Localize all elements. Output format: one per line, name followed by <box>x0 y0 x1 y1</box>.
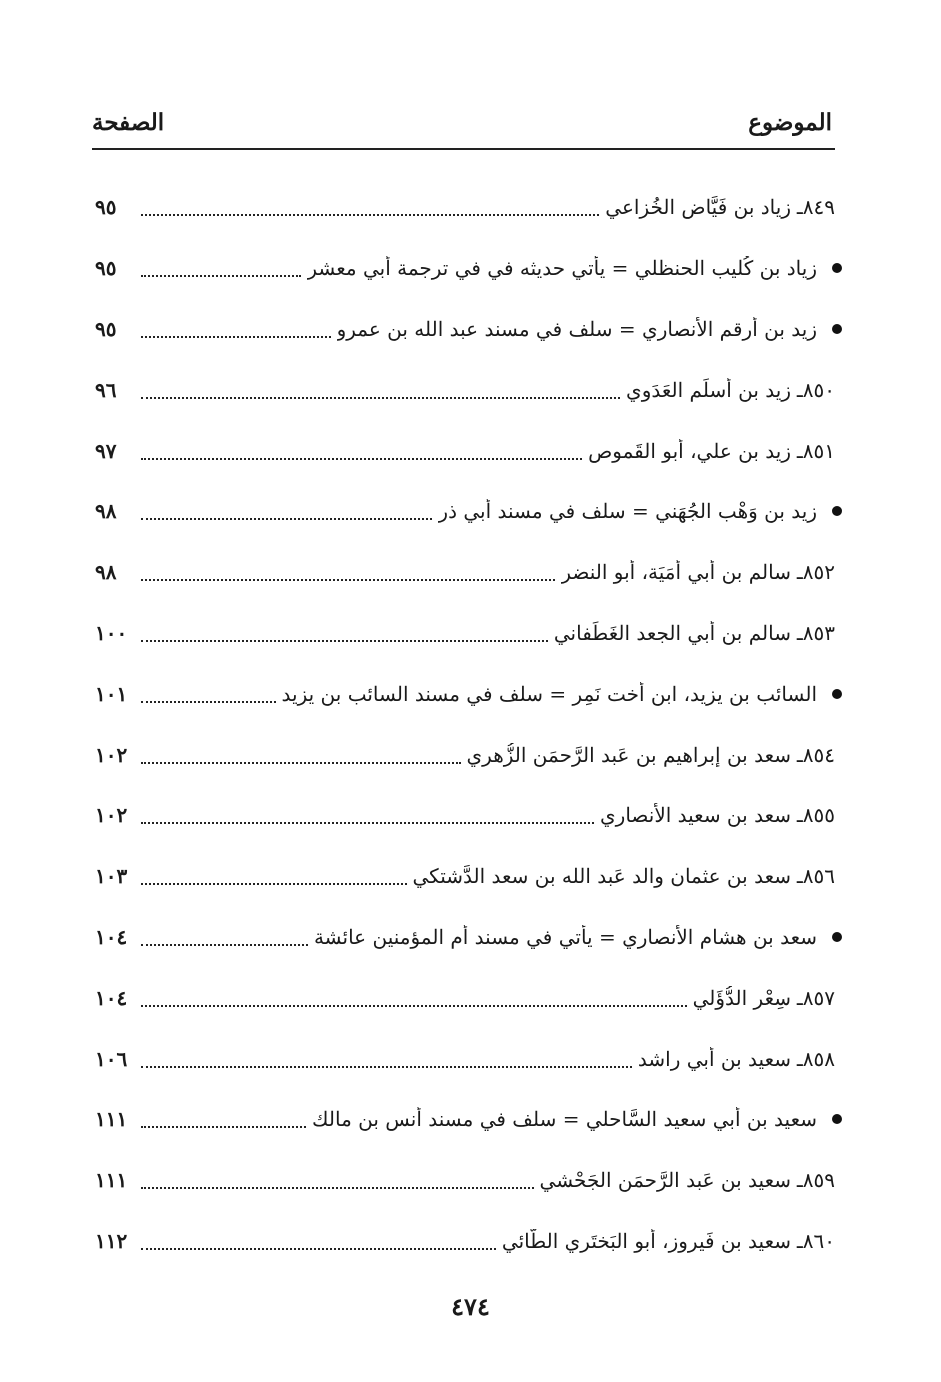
toc-entry <box>95 1089 835 1150</box>
entry-page: ٩٥ <box>95 256 117 281</box>
entry-title: سالم بن أَبي أُمَيَة، أبو النضر <box>561 560 791 585</box>
toc-entry <box>95 1211 835 1272</box>
entry-number: ٨٥٦ـ <box>796 864 835 889</box>
entry-page: ٩٨ <box>95 560 117 585</box>
entry-number: ٨٥٤ـ <box>796 742 835 767</box>
entry-page: ٩٥ <box>95 316 117 341</box>
header-rule <box>92 148 835 150</box>
dot-leader <box>141 208 599 216</box>
dot-leader <box>141 1120 306 1128</box>
dot-leader <box>141 1060 632 1068</box>
entry-title: زيد بن علي، أبو القَموص <box>588 438 791 463</box>
toc-entry <box>95 238 835 299</box>
entry-title: سعيد بن أَبي راشد <box>637 1046 791 1071</box>
dot-leader <box>141 938 308 946</box>
dot-leader <box>141 816 594 824</box>
entry-page: ١١١ <box>95 1107 128 1132</box>
dot-leader <box>141 695 276 703</box>
entry-page: ١٠٢ <box>95 803 128 828</box>
entry-title: زيد بن أَرقم الأَنصاري = سلف في مسند عبد الله بن عمرو <box>336 316 817 341</box>
entry-title: سالم بن أَبي الجعد الغَطَفاني <box>553 620 791 645</box>
dot-leader <box>141 756 461 764</box>
dot-leader <box>141 573 555 581</box>
dot-leader <box>141 999 687 1007</box>
page-header <box>92 96 832 136</box>
entry-number: ٨٥٩ـ <box>796 1168 835 1193</box>
toc-entry <box>95 420 835 481</box>
entry-page: ١١٢ <box>95 1228 128 1253</box>
toc-entry <box>95 967 835 1028</box>
entry-title: السائب بن يزيد، ابن أُخت نَمِر = سلف في مسند السائب بن يزيد <box>281 681 817 706</box>
toc-entry <box>95 299 835 360</box>
dot-leader <box>141 452 582 460</box>
dot-leader <box>141 269 301 277</box>
toc-entry <box>95 177 835 238</box>
toc-entry <box>95 603 835 664</box>
entry-title: زياد بن فَيَّاض الخُزاعي <box>605 195 791 220</box>
entry-number: ٨٥٣ـ <box>796 620 835 645</box>
dot-leader <box>141 1242 496 1250</box>
toc-entry <box>95 724 835 785</box>
entry-page: ١٠٦ <box>95 1046 128 1071</box>
entry-title: سعد بن إِبراهيم بن عَبد الرَّحمَن الزُّهري <box>466 742 791 767</box>
toc-entry <box>95 1028 835 1089</box>
bullet-icon <box>829 689 845 699</box>
entry-page: ٩٥ <box>95 195 117 220</box>
toc-entry <box>95 359 835 420</box>
dot-leader <box>141 512 432 520</box>
dot-leader <box>141 634 548 642</box>
entry-page: ١٠١ <box>95 681 128 706</box>
dot-leader <box>141 330 331 338</box>
table-of-contents <box>95 177 835 1271</box>
entry-title: سعيد بن عَبد الرَّحمَن الجَحْشي <box>539 1168 791 1193</box>
entry-page: ٩٨ <box>95 499 117 524</box>
toc-entry <box>95 542 835 603</box>
bullet-icon <box>829 506 845 516</box>
entry-title: سعد بن عثمان والد عَبد الله بن سعد الدَّشتكي <box>412 864 791 889</box>
entry-title: سعد بن هشام الأَنصاري = يأتي في مسند أم المؤمنين عائشة <box>313 924 817 949</box>
page-number: ٤٧٤ <box>451 1292 490 1321</box>
entry-number: ٨٦٠ـ <box>796 1228 835 1253</box>
entry-page: ٩٦ <box>95 377 117 402</box>
entry-number: ٨٥٠ـ <box>796 377 835 402</box>
page-heading: الصفحة <box>92 109 165 136</box>
entry-page: ١٠٢ <box>95 742 128 767</box>
toc-entry <box>95 663 835 724</box>
entry-number: ٨٤٩ـ <box>796 195 835 220</box>
entry-page: ١٠٤ <box>95 985 128 1010</box>
toc-entry <box>95 785 835 846</box>
entry-number: ٨٥١ـ <box>796 438 835 463</box>
entry-page: ٩٧ <box>95 438 117 463</box>
bullet-icon <box>829 932 845 942</box>
toc-entry <box>95 846 835 907</box>
entry-title: سعد بن سعيد الأَنصاري <box>600 803 791 828</box>
dot-leader <box>141 877 407 885</box>
dot-leader <box>141 391 620 399</box>
bullet-icon <box>829 324 845 334</box>
dot-leader <box>141 1181 534 1189</box>
entry-title: زيد بن أَسلَم العَدَوي <box>626 377 791 402</box>
entry-number: ٨٥٢ـ <box>796 560 835 585</box>
toc-entry <box>95 907 835 968</box>
entry-page: ١٠٤ <box>95 924 128 949</box>
entry-page: ١١١ <box>95 1168 128 1193</box>
toc-entry <box>95 1150 835 1211</box>
topic-heading: الموضوع <box>748 109 832 136</box>
bullet-icon <box>829 263 845 273</box>
entry-title: زياد بن كُليب الحنظلي = يأتي حديثه في في ترجمة أبي معشر <box>307 256 817 281</box>
entry-number: ٨٥٥ـ <box>796 803 835 828</box>
bullet-icon <box>829 1114 845 1124</box>
entry-title: زيد بن وَهْب الجُهَني = سلف في مسند أبي ذر <box>438 499 817 524</box>
entry-title: سعيد بن أَبي سعيد السَّاحلي = سلف في مسند أنس بن مالك <box>312 1107 817 1132</box>
entry-number: ٨٥٧ـ <box>796 985 835 1010</box>
entry-number: ٨٥٨ـ <box>796 1046 835 1071</box>
entry-title: سعيد بن فَيروز، أبو البَختَري الطَّائي <box>501 1228 791 1253</box>
toc-entry <box>95 481 835 542</box>
entry-page: ١٠٣ <box>95 864 128 889</box>
entry-title: سِعْر الدُّؤَلي <box>692 985 791 1010</box>
entry-page: ١٠٠ <box>95 620 128 645</box>
